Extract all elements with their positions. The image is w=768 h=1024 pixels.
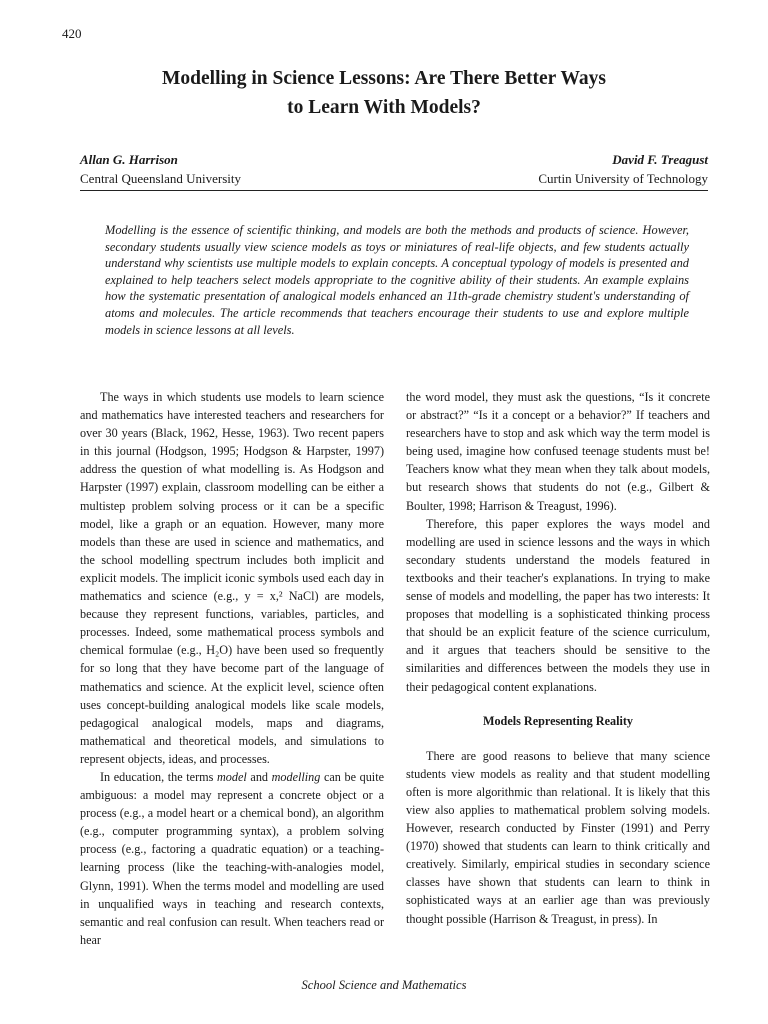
abstract: Modelling is the essence of scientific thinking, and models are both the methods and products of science. However, secondary students usually view science models as toys or miniatures of real-life objects, and few students actually understand why scientists use multiple models to explain concepts. A conceptual typology of models is presented and explained to help teachers select models appropriate to the cognitive ability of their students. An example explains how the systematic presentation of analogical models enhanced an 11th-grade chemistry student's understanding of atoms and molecules. The article recommends that teachers encourage their students to use and explore multiple models in science lessons at all levels. [105, 223, 689, 337]
author-1 [80, 150, 241, 188]
body-paragraph: There are good reasons to believe that many science students view models as reality and that student modelling often is more algorithmic than relational. It is likely that this view also applies to mathematical problem solving models. However, research conducted by Finster (1991) and Perry (1970) showed that students can learn to think critically and creatively. Similarly, empirical studies in secondary science classes have shown that students can learn to think in sophisticated ways at an earlier age than was previously thought possible (Harrison & Treagust, in press). In [406, 748, 710, 926]
author-2-name: David F. Treagust [612, 152, 708, 167]
term-modelling: modelling [271, 769, 321, 784]
header-divider [80, 190, 708, 191]
right-column [406, 388, 710, 928]
paragraph-text: can be quite ambiguous: a model may represent a concrete object or a process (e.g., a model heart or a chemical bond), an algorithm (e.g., computer programming syntax), a problem solving process (e.g., factoring a quadratic equation) or a teaching-learning process (like the teaching-with-analogies model, Glynn, 1991). When the terms model and modelling are used in unqualified ways in teaching and research contexts, semantic and real confusion can result. When teachers read or hear [80, 769, 384, 947]
author-2 [538, 150, 708, 188]
title-line-2: to Learn With Models? [287, 97, 481, 118]
author-1-name: Allan G. Harrison [80, 152, 178, 167]
body-paragraph: Therefore, this paper explores the ways model and modelling are used in science lessons and the ways in which secondary students understand the models featured in textbooks and their teacher's explanations. In trying to make sense of models and modelling, the paper has two interests: It proposes that modelling is a sophisticated thinking process that should be an explicit feature of the science curriculum, and it argues that teachers should be sensitive to the similarities and differences between the models they use in their pedagogical content explanations. [406, 516, 710, 694]
section-heading: Models Representing Reality [482, 713, 634, 728]
title-line-1: Modelling in Science Lessons: Are There Better Ways [162, 68, 606, 89]
left-column [80, 388, 384, 949]
body-paragraph: The ways in which students use models to learn science and mathematics have interested teachers and researchers for over 30 years (Black, 1962, Hesse, 1963). Two recent papers in this journal (Hodgson, 1995; Hodgson & Harpster, 1997) address the question of what modelling is. As Hodgson and Harpster (1997) explain, classroom modelling can be either a multistep problem solving process or it can be a specific model, like a graph or an equation. However, many more models than these are used in science and mathematics, and the school modelling spectrum includes both implicit and explicit models. The implicit iconic symbols used each day in mathematics and science (e.g., y = x,² NaCl) are models, because they represent functions, variables, particles, and processes. Indeed, some mathematical process symbols and chemical formulae (e.g., H₂O) have been used so frequently for so long that they have become part of the language of mathematics and science. At the explicit level, science often uses concept-building analogical models like scale models, pedagogical analogical models, maps and diagrams, mathematical and theoretical models, and simulations to represent objects, ideas, and processes. [80, 390, 384, 766]
term-model: model [217, 769, 247, 784]
journal-footer: School Science and Mathematics [301, 978, 467, 992]
paragraph-text: and [246, 769, 272, 784]
page-number: 420 [62, 26, 82, 41]
author-1-affiliation: Central Queensland University [80, 171, 242, 186]
body-paragraph [80, 768, 384, 949]
article-title [60, 64, 708, 122]
paragraph-text: In education, the terms [100, 769, 217, 784]
author-2-affiliation: Curtin University of Technology [538, 171, 708, 186]
body-paragraph: the word model, they must ask the questions, “Is it concrete or abstract?” “Is it a concept or a behavior?” If teachers and researchers have to stop and ask which way the term model is being used, imagine how confused teenage students must be! Teachers know what they mean when they talk about models, but research shows that students do not (e.g., Gilbert & Boulter, 1998; Harrison & Treagust, 1996). [406, 390, 710, 513]
